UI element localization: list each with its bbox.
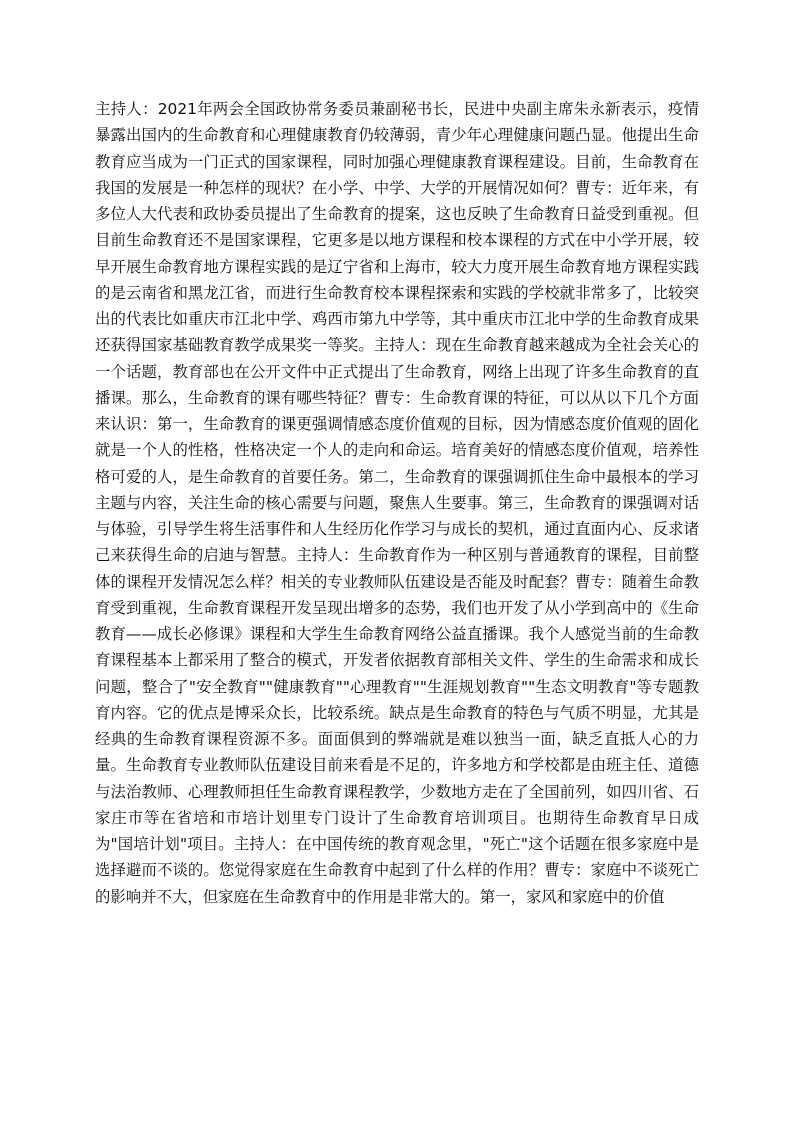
document-body-text: 主持人：2021年两会全国政协常务委员兼副秘书长，民进中央副主席朱永新表示，疫情暴露出国内的生命教育和心理健康教育仍较薄弱，青少年心理健康问题凸显。他提出生命教育应当成为一门正式的国家课程，同时加强心理健康教育课程建设。目前，生命教育在我国的发展是一种怎样的现状？在小学、中学、大学的开展情况如何？曹专：近年来，有多位人大代表和政协委员提出了生命教育的提案，这也反映了生命教育日益受到重视。但目前生命教育还不是国家课程，它更多是以地方课程和校本课程的方式在中小学开展，较早开展生命教育地方课程实践的是辽宁省和上海市，较大力度开展生命教育地方课程实践的是云南省和黑龙江省，而进行生命教育校本课程探索和实践的学校就非常多了，比较突出的代表比如重庆市江北中学、鸡西市第九中学等，其中重庆市江北中学的生命教育成果还获得国家基础教育教学成果奖一等奖。主持人：现在生命教育越来越成为全社会关心的一个话题，教育部也在公开文件中正式提出了生命教育，网络上出现了许多生命教育的直播课。那么，生命教育的课有哪些特征？曹专：生命教育课的特征，可以从以下几个方面来认识：第一，生命教育的课更强调情感态度价值观的目标，因为情感态度价值观的固化就是一个人的性格，性格决定一个人的走向和命运。培育美好的情感态度价值观，培养性格可爱的人，是生命教育的首要任务。第二，生命教育的课强调抓住生命中最根本的学习主题与内容，关注生命的核心需要与问题，聚焦人生要事。第三，生命教育的课强调对话与体验，引导学生将生活事件和人生经历化作学习与成长的契机，通过直面内心、反求诸己来获得生命的启迪与智慧。主持人：生命教育作为一种区别与普通教育的课程，目前整体的课程开发情况怎么样？相关的专业教师队伍建设是否能及时配套？曹专：随着生命教育受到重视，生命教育课程开发呈现出增多的态势，我们也开发了从小学到高中的《生命教育——成长必修课》课程和大学生生命教育网络公益直播课。我个人感觉当前的生命教育课程基本上都采用了整合的模式，开发者依据教育部相关文件、学生的生命需求和成长问题，整合了"安全教育""健康教育""心理教育""生涯规划教育""生态文明教育"等专题教育内容。它的优点是博采众长，比较系统。缺点是生命教育的特色与气质不明显，尤其是经典的生命教育课程资源不多。面面俱到的弊端就是难以独当一面，缺乏直抵人心的力量。生命教育专业教师队伍建设目前来看是不足的，许多地方和学校都是由班主任、道德与法治教师、心理教师担任生命教育课程教学，少数地方走在了全国前列，如四川省、石家庄市等在省培和市培计划里专门设计了生命教育培训项目。也期待生命教育早日成为"国培计划"项目。主持人：在中国传统的教育观念里，"死亡"这个话题在很多家庭中是选择避而不谈的。您觉得家庭在生命教育中起到了什么样的作用？曹专：家庭中不谈死亡的影响并不大，但家庭在生命教育中的作用是非常大的。第一，家风和家庭中的价值 — [95, 100, 699, 906]
